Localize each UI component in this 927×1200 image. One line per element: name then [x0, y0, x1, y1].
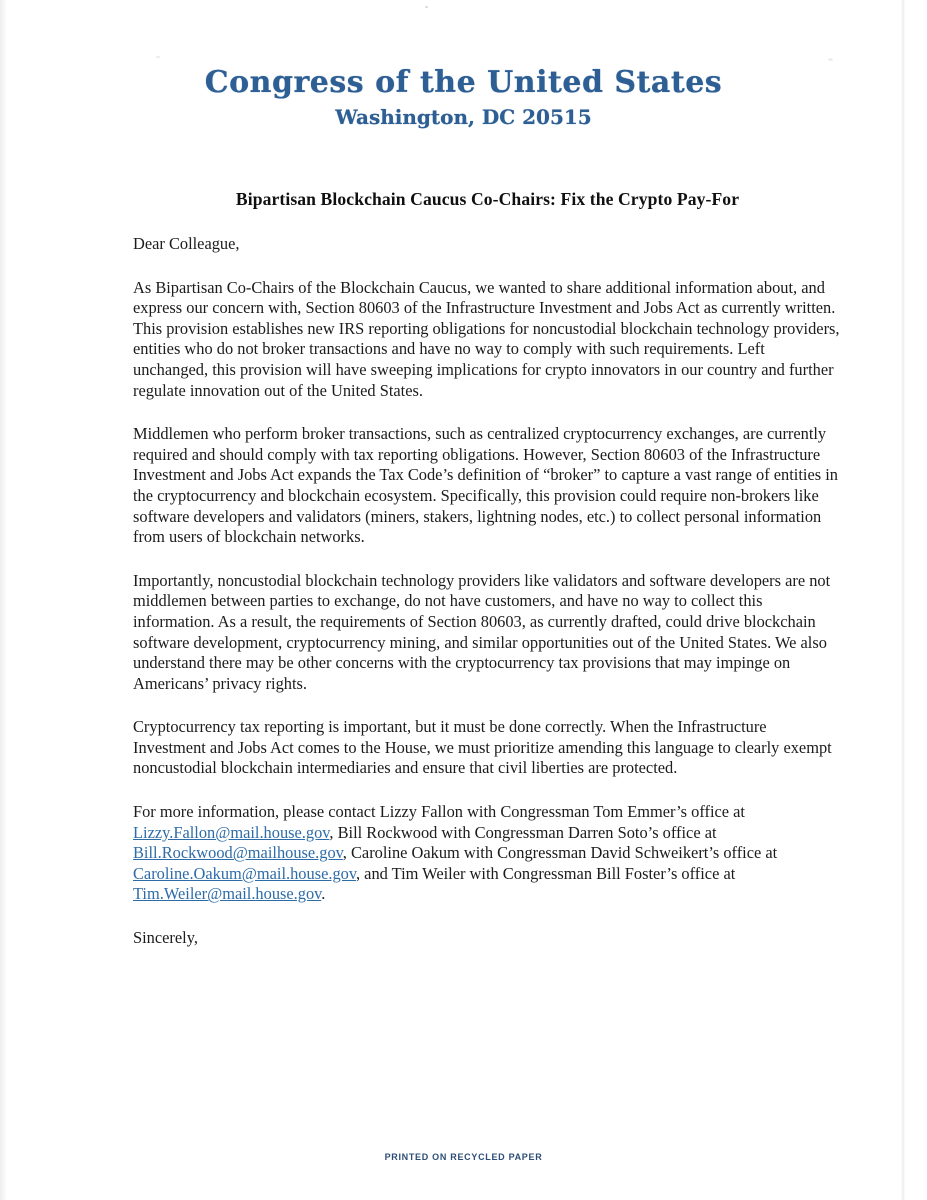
letterhead: [0, 66, 927, 129]
contact-text: .: [321, 884, 326, 904]
letter-title: Bipartisan Blockchain Caucus Co-Chairs: Fix the Crypto Pay-For: [235, 189, 740, 209]
scan-edge-right: [901, 0, 905, 1200]
email-link[interactable]: Bill.Rockwood@mailhouse.gov: [133, 843, 343, 863]
contact-text: , Caroline Oakum with Congressman David Schweikert’s office at: [342, 843, 778, 863]
email-link[interactable]: Caroline.Oakum@mail.house.gov: [133, 863, 356, 883]
letter-body: [133, 234, 842, 972]
paragraph-tax-reporting: Cryptocurrency tax reporting is important, but it must be done correctly. When the Infrastructure Investment and Jobs Act comes to the House, we must prioritize amending this language to clearly exempt noncustodial blockchain intermediaries and ensure that civil liberties are protected.: [133, 717, 832, 778]
scan-speck: [828, 58, 833, 61]
salutation: Dear Colleague,: [133, 234, 240, 253]
paragraph-contacts: [133, 802, 842, 905]
letterhead-washington-line: Washington, DC 20515: [335, 105, 592, 129]
scan-speck: [425, 6, 428, 8]
contact-text: For more information, please contact Lizzy Fallon with Congressman Tom Emmer’s office at: [133, 802, 745, 822]
letterhead-congress-line: Congress of the United States: [204, 65, 723, 100]
paragraph-noncustodial: Importantly, noncustodial blockchain technology providers like validators and software developers are not middlemen between parties to exchange, do not have customers, and have no way to collect this information. As a result, the requirements of Section 80603, as currently drafted, could drive blockchain software development, cryptocurrency mining, and similar opportunities out of the United States. We also understand there may be other concerns with the cryptocurrency tax provisions that may impinge on Americans’ privacy rights.: [133, 570, 831, 693]
closing: Sincerely,: [133, 928, 198, 948]
recycled-paper-note: PRINTED ON RECYCLED PAPER: [384, 1152, 543, 1162]
scan-speck: [156, 56, 160, 58]
email-link[interactable]: Lizzy.Fallon@mail.house.gov: [133, 822, 330, 842]
contact-text: , Bill Rockwood with Congressman Darren Soto’s office at: [329, 822, 717, 842]
paragraph-concern: As Bipartisan Co-Chairs of the Blockchain Caucus, we wanted to share additional information about, and express our concern with, Section 80603 of the Infrastructure Investment and Jobs Act as currently written. This provision establishes new IRS reporting obligations for noncustodial blockchain technology providers, entities who do not broker transactions and have no way to comply with such requirements. Left unchanged, this provision will have sweeping implications for crypto innovators in our country and further regulate innovation out of the United States.: [133, 277, 840, 400]
contact-text: , and Tim Weiler with Congressman Bill Foster’s office at: [355, 863, 736, 883]
email-link[interactable]: Tim.Weiler@mail.house.gov: [133, 884, 322, 904]
scan-edge-left: [0, 0, 7, 1200]
paragraph-middlemen: Middlemen who perform broker transactions, such as centralized cryptocurrency exchanges, are currently required and should comply with tax reporting obligations. However, Section 80603 of the Infrastructure Investment and Jobs Act expands the Tax Code’s definition of “broker” to capture a vast range of entities in the cryptocurrency and blockchain ecosystem. Specifically, this provision could require non-brokers like software developers and validators (miners, stakers, lightning nodes, etc.) to collect personal information from users of blockchain networks.: [133, 424, 838, 547]
